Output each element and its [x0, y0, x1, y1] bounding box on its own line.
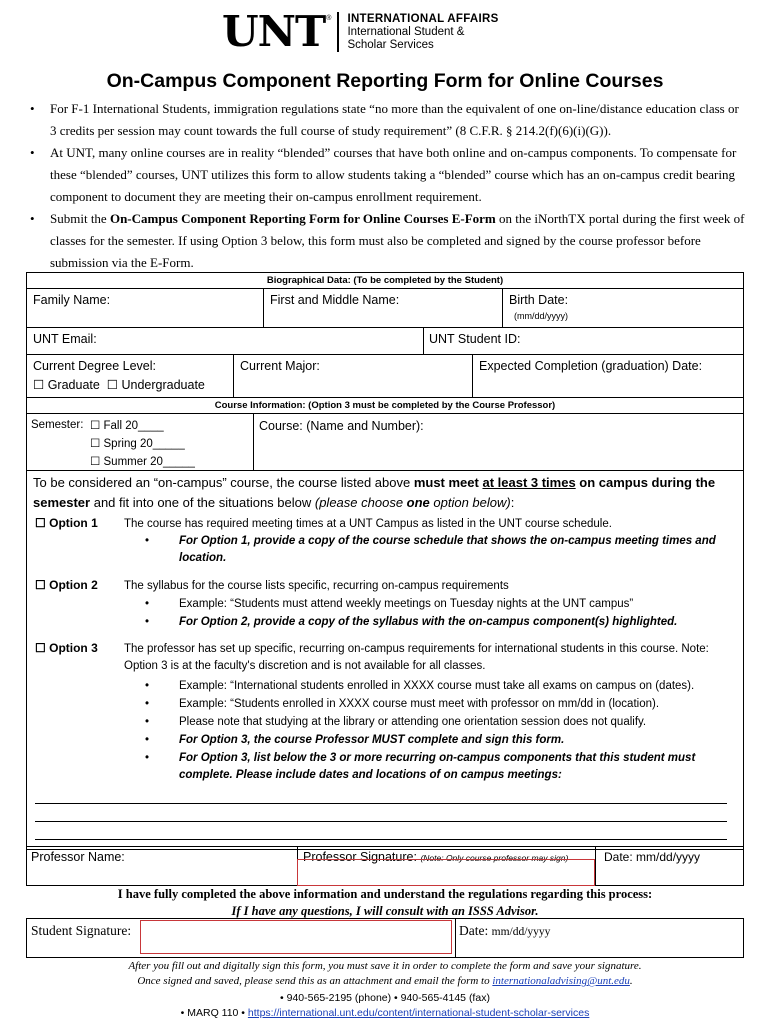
instruction-text: At UNT, many online courses are in reality “blended” courses that have both online and on-campus components. To compensate for these “blended” courses, UNT utilizes this form to allow students taking a “blended” course which has an on-campus credit bearing component to document they are meeting their on-campus enrollment requirement.	[50, 145, 737, 204]
family-name-label: Family Name:	[33, 293, 111, 307]
bullet-icon: •	[145, 616, 150, 628]
fall-checkbox[interactable]: ☐	[90, 420, 101, 432]
course-name-label: Course: (Name and Number):	[259, 419, 424, 433]
intro-bold-1: must meet	[413, 475, 483, 490]
major-label: Current Major:	[240, 359, 320, 373]
birth-date-field[interactable]	[503, 289, 743, 327]
advising-email-link[interactable]: internationaladvising@unt.edu	[492, 975, 630, 987]
student-id-field[interactable]	[424, 328, 743, 354]
family-name-field[interactable]	[27, 289, 263, 327]
student-id-label: UNT Student ID:	[429, 332, 521, 346]
birth-date-label: Birth Date:	[509, 293, 569, 307]
bullet-icon: •	[30, 101, 35, 116]
intro-text-2: and fit into one of the situations below	[90, 495, 315, 510]
professor-name-label: Professor Name:	[31, 850, 125, 864]
option-3-label: Option 3	[49, 641, 98, 655]
option-2-sub-text: Example: “Students must attend weekly meetings on Tuesday nights at the UNT campus”	[179, 598, 634, 610]
option-3-sub-text: For Option 3, the course Professor MUST complete and sign this form.	[179, 734, 565, 746]
logo-department	[347, 13, 498, 52]
footer-note-2-end: .	[629, 975, 633, 987]
footer-note-2	[0, 975, 770, 987]
semester-fall	[90, 418, 164, 432]
logo-divider	[337, 12, 339, 52]
bio-heading: Biographical Data: (To be completed by the Student)	[266, 275, 504, 286]
bullet-icon: •	[145, 734, 150, 746]
intro-italic-1: (please choose	[314, 495, 407, 510]
divider	[27, 397, 743, 398]
intro-bold-3: on campus during the semester	[33, 475, 716, 510]
student-signature-label: Student Signature:	[31, 923, 132, 938]
option-1	[35, 516, 98, 530]
professor-signature-note: (Note: Only course professor may sign)	[420, 853, 569, 863]
footer-note-1: After you fill out and digitally sign this form, you must save it in order to complete the form and save your signature.	[128, 960, 642, 972]
student-date-label: Date:	[459, 923, 489, 938]
professor-signature-box[interactable]	[297, 859, 595, 886]
divider	[455, 919, 456, 957]
footer-address-text: • MARQ 110 •	[180, 1007, 248, 1019]
footer-phone: • 940-565-2195 (phone) • 940-565-4145 (fax)	[280, 992, 490, 1004]
logo-wordmark: UNT	[222, 7, 326, 56]
footer-note-2-text: Once signed and saved, please send this as an attachment and email the form to	[137, 975, 493, 987]
instruction-text-pre: Submit the	[50, 211, 110, 226]
summer-label: Summer 20_____	[103, 456, 195, 468]
intro-bold-2: at least 3 times	[482, 475, 576, 490]
bullet-icon: •	[145, 598, 150, 610]
semester-spring	[90, 436, 185, 450]
isss-website-link[interactable]: https://international.unt.edu/content/international-student-scholar-services	[247, 1007, 590, 1019]
bullet-icon: •	[145, 535, 150, 547]
option-1-description: The course has required meeting times at a UNT Campus as listed in the UNT course schedule.	[124, 518, 612, 530]
intro-end: :	[510, 495, 515, 510]
student-signature-box[interactable]	[140, 920, 452, 954]
response-line-3[interactable]	[35, 839, 727, 840]
spring-checkbox[interactable]: ☐	[90, 438, 101, 450]
option-3-sub-text: Example: “International students enrolled in XXXX course must take all exams on campus on (dates).	[179, 680, 695, 692]
intro-text: To be considered an “on-campus” course, the course listed above	[33, 475, 414, 490]
completion-label: Expected Completion (graduation) Date:	[479, 359, 703, 373]
summer-checkbox[interactable]: ☐	[90, 456, 101, 468]
student-date-value: mm/dd/yyyy	[491, 926, 551, 938]
unt-logo	[222, 7, 499, 56]
option-3-sub-text: Please note that studying at the library or attending one orientation session does not qualify.	[179, 716, 647, 728]
first-middle-field[interactable]	[264, 289, 502, 327]
completion-field[interactable]	[473, 355, 743, 397]
bullet-icon: •	[145, 752, 150, 764]
graduate-label: Graduate	[47, 378, 100, 392]
option-3-description: The professor has set up specific, recurring on-campus requirements for international students in this course. Note: Option 3 is at the faculty's discretion and is not available for all classes.	[124, 643, 709, 672]
option-3-sub-text: Example: “Students enrolled in XXXX course must meet with professor on mm/dd in (location).	[179, 698, 660, 710]
option-3-sub-text: For Option 3, list below the 3 or more recurring on-campus components that this student must complete. Please include dates and locations of on campus meetings:	[179, 752, 696, 781]
student-date	[459, 923, 550, 939]
reporting-form	[26, 272, 744, 850]
instruction-item	[26, 142, 746, 208]
on-campus-intro	[33, 473, 733, 513]
option-3	[35, 641, 98, 655]
unt-email-field[interactable]	[27, 328, 423, 354]
instruction-item	[26, 208, 746, 274]
course-heading: Course Information: (Option 3 must be completed by the Course Professor)	[214, 400, 556, 411]
course-name-field[interactable]	[254, 414, 743, 471]
professor-signature-text: Professor Signature:	[303, 850, 417, 864]
birth-date-format: (mm/dd/yyyy)	[514, 311, 568, 321]
option-2-checkbox[interactable]: ☐	[35, 578, 46, 592]
bullet-icon: •	[30, 211, 35, 226]
logo-line-1: INTERNATIONAL AFFAIRS	[347, 12, 499, 25]
logo-line-2: International Student &	[347, 25, 465, 38]
graduate-checkbox[interactable]: ☐	[33, 378, 45, 392]
bullet-icon: •	[145, 716, 150, 728]
option-2-sub-text: For Option 2, provide a copy of the syllabus with the on-campus component(s) highlighted.	[179, 616, 678, 628]
semester-label: Semester:	[31, 419, 84, 431]
option-2	[35, 578, 98, 592]
option-1-checkbox[interactable]: ☐	[35, 516, 46, 530]
undergraduate-label: Undergraduate	[121, 378, 205, 392]
option-2-description: The syllabus for the course lists specific, recurring on-campus requirements	[124, 580, 509, 592]
bullet-icon: •	[145, 680, 150, 692]
semester-summer	[90, 454, 195, 468]
instruction-text-bold: On-Campus Component Reporting Form for Online Courses E-Form	[109, 211, 496, 226]
unt-email-label: UNT Email:	[33, 332, 97, 346]
fall-label: Fall 20____	[103, 420, 164, 432]
undergraduate-checkbox[interactable]: ☐	[103, 378, 118, 392]
registered-mark: ®	[326, 14, 332, 22]
response-line-1[interactable]	[35, 803, 727, 804]
option-1-label: Option 1	[49, 516, 98, 530]
intro-italic-bold: one	[406, 495, 430, 510]
bullet-icon: •	[145, 698, 150, 710]
page-title: On-Campus Component Reporting Form for Online Courses	[106, 70, 664, 92]
degree-options	[33, 377, 205, 392]
spring-label: Spring 20_____	[103, 438, 185, 450]
instruction-text: For F-1 International Students, immigration regulations state “no more than the equivalent of one on-line/distance education class or 3 credits per session may count towards the full course of study requirement” (8 C.F.R. § 214.2(f)(6)(i)(G)).	[50, 101, 739, 138]
instructions-list	[26, 98, 746, 274]
logo-line-3: Scholar Services	[347, 38, 434, 51]
footer-address	[0, 1007, 770, 1019]
declaration-line-1: I have fully completed the above information and understand the regulations regarding this process:	[117, 887, 653, 901]
option-2-label: Option 2	[49, 578, 98, 592]
divider	[27, 846, 743, 847]
instruction-item	[26, 98, 746, 142]
divider	[595, 846, 596, 885]
intro-italic-2: option below)	[429, 495, 511, 510]
first-middle-label: First and Middle Name:	[270, 293, 400, 307]
instruction-text-post: on the iNorthTX portal during the first week of classes for the semester. If using Option 3 below, this form must also be completed and signed by the course professor before submission via the E-Form.	[50, 211, 745, 270]
professor-date-label: Date: mm/dd/yyyy	[604, 850, 701, 864]
major-field[interactable]	[234, 355, 472, 397]
option-1-sub-text: For Option 1, provide a copy of the course schedule that shows the on-campus meeting times and location.	[179, 535, 716, 564]
declaration-line-2: If I have any questions, I will consult with an ISSS Advisor.	[231, 904, 539, 918]
degree-level-label: Current Degree Level:	[33, 359, 156, 373]
bullet-icon: •	[30, 145, 35, 160]
option-3-checkbox[interactable]: ☐	[35, 641, 46, 655]
response-line-2[interactable]	[35, 821, 727, 822]
divider	[27, 470, 743, 471]
